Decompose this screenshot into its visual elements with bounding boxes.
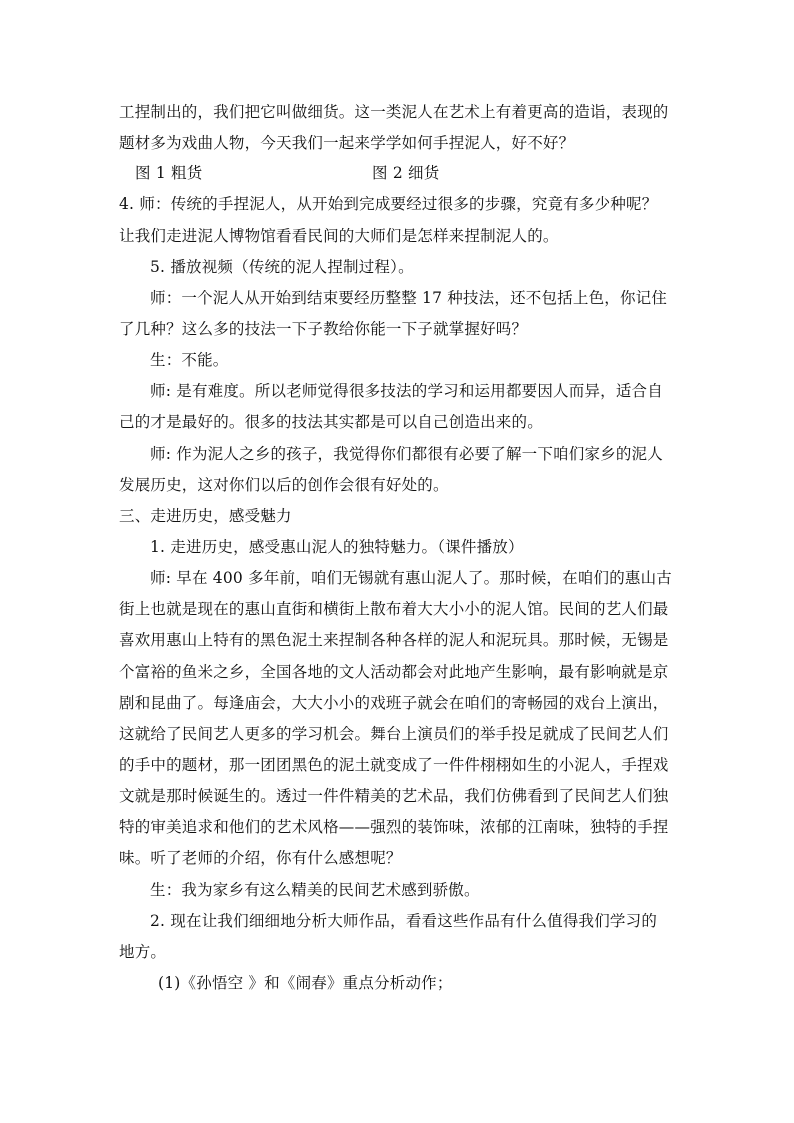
- paragraph-line: 题材多为戏曲人物，今天我们一起来学学如何手捏泥人，好不好？: [119, 134, 575, 152]
- paragraph-line: 1. 走进历史，感受惠山泥人的独特魅力。（课件播放）: [150, 538, 524, 556]
- paragraph-line: 生：不能。: [150, 351, 229, 369]
- paragraph-line: 师: 是有难度。所以老师觉得很多技法的学习和运用都要因人而异，适合自: [150, 382, 663, 400]
- paragraph-line: 地方。: [119, 943, 167, 961]
- paragraph-line: 5. 播放视频（传统的泥人捏制过程）。: [150, 258, 414, 276]
- paragraph-line: 工捏制出的，我们把它叫做细货。这一类泥人在艺术上有着更高的造诣，表现的: [119, 103, 669, 121]
- paragraph-line: 生：我为家乡有这么精美的民间艺术感到骄傲。: [150, 881, 480, 899]
- paragraph-line: 剧和昆曲了。每逢庙会，大大小小的戏班子就会在咱们的寄畅园的戏台上演出，: [119, 694, 669, 712]
- paragraph-line: 让我们走进泥人博物馆看看民间的大师们是怎样来捏制泥人的。: [119, 227, 559, 245]
- paragraph-line: 特的审美追求和他们的艺术风格——强烈的装饰味，浓郁的江南味，独特的手捏: [119, 818, 669, 836]
- paragraph-line: 喜欢用惠山上特有的黑色泥土来捏制各种各样的泥人和泥玩具。那时候，无锡是: [119, 631, 669, 649]
- paragraph-line: 师: 早在 400 多年前，咱们无锡就有惠山泥人了。那时候，在咱们的惠山古: [150, 569, 672, 587]
- paragraph-line: 师：一个泥人从开始到结束要经历整整 17 种技法，还不包括上色，你记住: [150, 289, 668, 307]
- paragraph-line: 味。听了老师的介绍，你有什么感想呢？: [119, 849, 402, 867]
- paragraph-line: 师: 作为泥人之乡的孩子，我觉得你们都很有必要了解一下咱们家乡的泥人: [150, 445, 663, 463]
- paragraph-line: 街上也就是现在的惠山直街和横街上散布着大大小小的泥人馆。民间的艺人们最: [119, 600, 669, 618]
- paragraph-line: 发展历史，这对你们以后的创作会很有好处的。: [119, 476, 449, 494]
- paragraph-line: 文就是那时候诞生的。透过一件件精美的艺术品，我们仿佛看到了民间艺人们独: [119, 787, 669, 805]
- paragraph-line: 4. 师：传统的手捏泥人，从开始到完成要经过很多的步骤，究竟有多少种呢？: [119, 195, 658, 213]
- paragraph-line: 2. 现在让我们细细地分析大师作品，看看这些作品有什么值得我们学习的: [150, 912, 658, 930]
- paragraph-line: 己的才是最好的。很多的技法其实都是可以自己创造出来的。: [119, 413, 543, 431]
- figure-caption-1: 图 1 粗货: [135, 164, 203, 182]
- paragraph-line: 的手中的题材，那一团团黑色的泥土就变成了一件件栩栩如生的小泥人，手捏戏: [119, 756, 669, 774]
- paragraph-line: (1)《孙悟空 》和《闹春》重点分析动作；: [158, 974, 453, 992]
- figure-caption-2: 图 2 细货: [372, 164, 440, 182]
- paragraph-line: 这就给了民间艺人更多的学习机会。舞台上演员们的举手投足就成了民间艺人们: [119, 725, 669, 743]
- paragraph-line: 了几种？这么多的技法一下子教给你能一下子就掌握好吗？: [119, 320, 528, 338]
- paragraph-line: 个富裕的鱼米之乡，全国各地的文人活动都会对此地产生影响，最有影响就是京: [119, 663, 669, 681]
- section-heading: 三、走进历史，感受魅力: [119, 507, 292, 525]
